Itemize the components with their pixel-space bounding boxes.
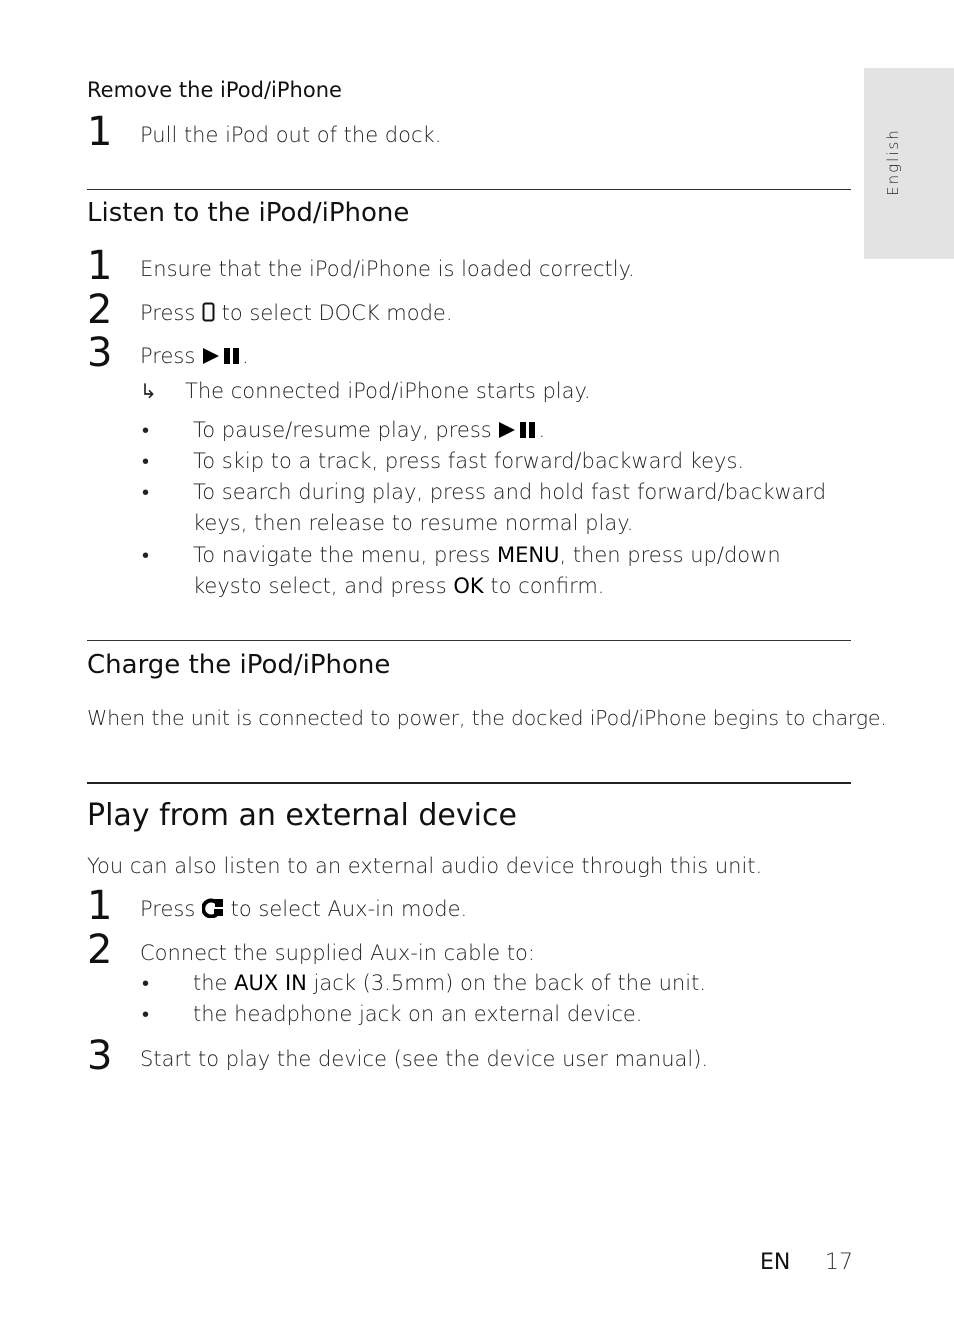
listen-bullet4-middle: , then press up/down keysto select, and press (193, 543, 781, 598)
bullet-dot: • (142, 543, 150, 567)
external-bullet1-after: jack (3.5mm) on the back of the unit. (313, 971, 706, 995)
listen-heading: Listen to the iPod/iPhone (87, 198, 410, 228)
external-step3-text: Start to play the device (see the device user manual). (140, 1047, 709, 1071)
result-arrow-icon: ↳ (140, 379, 157, 403)
play-pause-icon (202, 344, 242, 372)
footer-language: EN (760, 1250, 791, 1275)
listen-bullet1-after: . (538, 418, 546, 442)
menu-key-label: MENU (497, 543, 560, 567)
section-divider (87, 782, 851, 784)
external-step3-number: 3 (87, 1033, 113, 1079)
listen-bullet4-after: to confirm. (490, 574, 605, 598)
listen-step1-text: Ensure that the iPod/iPhone is loaded correctly. (140, 257, 635, 281)
listen-bullet-3: To search during play, press and hold fast forward/backward keys, then release to resume normal play. (193, 480, 827, 535)
aux-in-key-label: AUX IN (234, 971, 307, 995)
listen-bullet4-before: To navigate the menu, press (193, 543, 491, 567)
bullet-dot: • (142, 971, 150, 995)
charge-heading: Charge the iPod/iPhone (87, 650, 391, 680)
listen-step3-after: . (241, 344, 249, 368)
language-tab (864, 68, 954, 259)
listen-step2-number: 2 (87, 287, 113, 333)
play-pause-icon (498, 417, 538, 448)
bullet-dot: • (142, 1002, 150, 1026)
bullet-dot: • (142, 449, 150, 473)
remove-step-number: 1 (87, 109, 113, 155)
section-divider (87, 640, 851, 641)
listen-result-text: The connected iPod/iPhone starts play. (185, 379, 591, 403)
listen-bullet-2: To skip to a track, press fast forward/backward keys. (193, 449, 745, 473)
section-divider (87, 189, 851, 190)
language-tab-label: English (884, 128, 902, 196)
external-step1 (140, 895, 467, 925)
listen-step2-after: to select DOCK mode. (221, 301, 453, 325)
external-heading: Play from an external device (87, 798, 517, 833)
external-step1-before: Press (140, 897, 196, 921)
external-step1-after: to select Aux-in mode. (230, 897, 468, 921)
remove-heading: Remove the iPod/iPhone (87, 78, 342, 102)
listen-bullet-1 (193, 415, 853, 448)
listen-step3-before: Press (140, 344, 196, 368)
external-step2-number: 2 (87, 927, 113, 973)
listen-step2-before: Press (140, 301, 196, 325)
listen-bullet1-before: To pause/resume play, press (193, 418, 492, 442)
external-bullet-2: the headphone jack on an external device. (193, 1002, 643, 1026)
listen-bullet-4 (193, 540, 853, 602)
listen-step2 (140, 299, 453, 329)
aux-in-icon (202, 897, 224, 925)
listen-step3 (140, 342, 249, 372)
listen-step1-number: 1 (87, 243, 113, 289)
external-step1-number: 1 (87, 883, 113, 929)
bullet-dot: • (142, 480, 150, 504)
charge-text: When the unit is connected to power, the docked iPod/iPhone begins to charge. (87, 706, 887, 730)
listen-step3-number: 3 (87, 330, 113, 376)
ok-key-label: OK (453, 574, 484, 598)
external-step2-text: Connect the supplied Aux-in cable to: (140, 941, 535, 965)
bullet-dot: • (142, 418, 150, 442)
external-bullet-1 (193, 968, 853, 999)
external-intro: You can also listen to an external audio device through this unit. (87, 854, 763, 878)
page-number: 17 (825, 1250, 853, 1275)
external-bullet1-before: the (193, 971, 228, 995)
ipod-dock-icon (202, 301, 215, 329)
remove-step-text: Pull the iPod out of the dock. (140, 123, 442, 147)
